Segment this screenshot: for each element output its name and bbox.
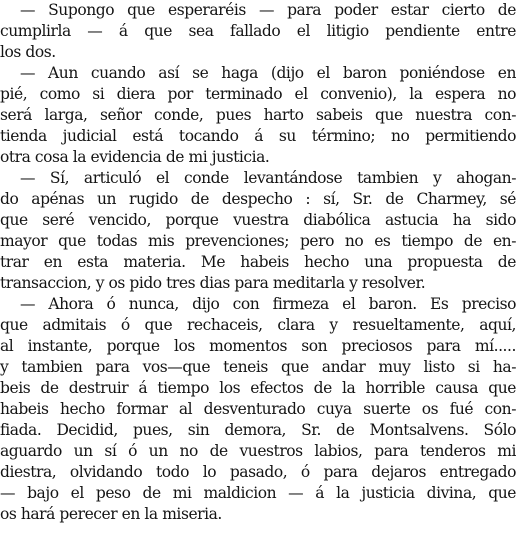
text-line: mayor que todas mis prevenciones; pero no es tiempo de en-: [0, 232, 516, 250]
text-line: será larga, señor conde, pues harto sabeis que nuestra con-: [0, 106, 516, 124]
text-line: — Supongo que esperaréis — para poder estar cierto de: [20, 1, 516, 19]
text-line: trar en esta materia. Me habeis hecho una propuesta de: [0, 253, 516, 271]
text-line: al instante, porque los momentos son preciosos para mí.....: [0, 337, 516, 355]
text-line: fiada. Decidid, pues, sin demora, Sr. de Montsalvens. Sólo: [0, 421, 516, 439]
text-line: diestra, olvidando todo lo pasado, ó para dejaros entregado: [0, 463, 516, 481]
text-line: — Ahora ó nunca, dijo con firmeza el baron. Es preciso: [20, 295, 516, 313]
text-line: do apénas un rugido de despecho : sí, Sr. de Charmey, sé: [0, 190, 516, 208]
text-line: otra cosa la evidencia de mi justicia.: [0, 148, 270, 166]
text-line: que seré vencido, porque vuestra diabólica astucia ha sido: [0, 211, 516, 229]
text-line: que admitais ó que rechaceis, clara y resueltamente, aquí,: [0, 316, 516, 334]
text-line: os hará perecer en la miseria.: [0, 505, 222, 523]
text-line: beis de destruir á tiempo los efectos de la horrible causa que: [0, 379, 516, 397]
text-line: — Aun cuando así se haga (dijo el baron poniéndose en: [20, 64, 516, 82]
text-line: aguardo un sí ó un no de vuestros labios, para tenderos mi: [0, 442, 516, 460]
text-line: pié, como si diera por terminado el convenio), la espera no: [0, 85, 516, 103]
text-line: — Sí, articuló el conde levantándose tambien y ahogan-: [20, 169, 516, 187]
text-line: cumplirla — á que sea fallado el litigio pendiente entre: [0, 22, 516, 40]
text-line: transaccion, y os pido tres dias para meditarla y resolver.: [0, 274, 426, 292]
text-line: — bajo el peso de mi maldicion — á la justicia divina, que: [0, 484, 516, 502]
text-line: los dos.: [0, 43, 56, 61]
text-line: tienda judicial está tocando á su término; no permitiendo: [0, 127, 516, 145]
text-line: y tambien para vos—que teneis que andar muy listo si ha-: [0, 358, 516, 376]
text-line: habeis hecho formar al desventurado cuya suerte os fué con-: [0, 400, 516, 418]
